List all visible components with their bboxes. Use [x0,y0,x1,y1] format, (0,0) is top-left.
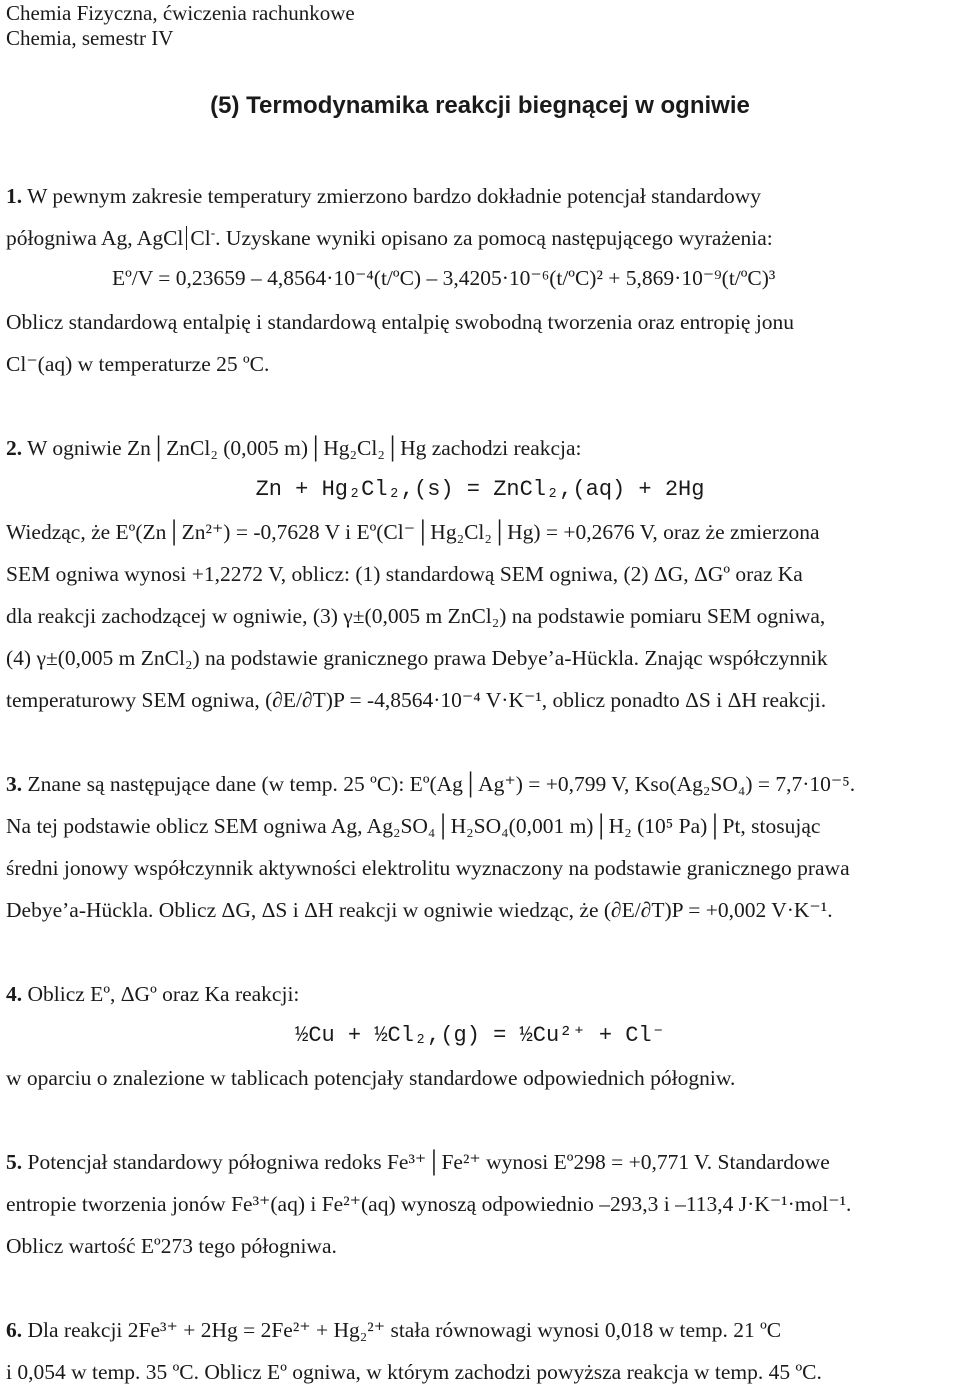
problem-5-line-1 [6,1148,954,1176]
header-semester: Chemia, semestr IV [6,26,174,50]
problem-3-number: 3. [6,772,23,796]
problem-2-line-1: Wiedząc, że Eº(Zn│Zn²⁺) = -0,7628 V i Eº(Cl⁻│Hg₂Cl₂│Hg) = +0,2676 V, oraz że zmierzona [6,520,820,544]
problem-2-reaction: Zn + Hg₂Cl₂,(s) = ZnCl₂,(aq) + 2Hg [255,477,705,502]
problem-4-intro-text: Oblicz Eº, ΔGº oraz Ka reakcji: [27,982,300,1006]
problem-1-cell-ion-charge: - [210,224,216,240]
problem-2-intro-text: W ogniwie Zn│ZnCl₂ (0,005 m)│Hg₂Cl₂│Hg zachodzi reakcja: [27,436,582,460]
problem-5-line-2: entropie tworzenia jonów Fe³⁺(aq) i Fe²⁺(aq) wynoszą odpowiednio –293,3 i –113,4 J·K⁻¹·mol⁻¹. [6,1192,852,1216]
problem-1-equation: Eº/V = 0,23659 – 4,8564·10⁻⁴(t/ºC) – 3,4205·10⁻⁶(t/ºC)² + 5,869·10⁻⁹(t/ºC)³ [112,266,776,290]
problem-3-line-1-text: Znane są następujące dane (w temp. 25 ºC): Eº(Ag│Ag⁺) = +0,799 V, Kso(Ag₂SO₄) = 7,7·10⁻⁵. [27,772,856,796]
problem-4-line-1: w oparciu o znalezione w tablicach potencjały standardowe odpowiednich półogniw. [6,1066,736,1090]
problem-1-number: 1. [6,184,23,208]
problem-4-number: 4. [6,982,23,1006]
problem-3-line-1 [6,770,954,798]
problem-1-intro-text: W pewnym zakresie temperatury zmierzono bardzo dokładnie potencjał standardowy [27,184,762,208]
problem-2-line-5: temperaturowy SEM ogniwa, (∂E/∂T)P = -4,8564·10⁻⁴ V·K⁻¹, oblicz ponadto ΔS i ΔH reakcji. [6,688,827,712]
problem-5-number: 5. [6,1150,23,1174]
problem-1-intro [6,182,954,210]
problem-6-line-1 [6,1316,954,1344]
problem-3-line-4: Debye’a-Hückla. Oblicz ΔG, ΔS i ΔH reakcji w ogniwie wiedząc, że (∂E/∂T)P = +0,002 V·K⁻¹. [6,898,833,922]
problem-1-cell-suffix: . Uzyskane wyniki opisano za pomocą następującego wyrażenia: [215,226,773,250]
problem-2-intro [6,434,954,462]
problem-5-line-1-text: Potencjał standardowy półogniwa redoks Fe³⁺│Fe²⁺ wynosi Eº298 = +0,771 V. Standardowe [27,1150,830,1174]
problem-3-line-3: średni jonowy współczynnik aktywności elektrolitu wyznaczony na podstawie granicznego prawa [6,856,850,880]
problem-6-number: 6. [6,1318,23,1342]
problem-6-line-1-text: Dla reakcji 2Fe³⁺ + 2Hg = 2Fe²⁺ + Hg₂²⁺ stała równowagi wynosi 0,018 w temp. 21 ºC [27,1318,782,1342]
problem-1-task-line-1: Oblicz standardową entalpię i standardową entalpię swobodną tworzenia oraz entropię jonu [6,310,795,334]
problem-1-cell-ion: Cl [190,226,211,250]
problem-4-reaction: ½Cu + ½Cl₂,(g) = ½Cu²⁺ + Cl⁻ [295,1023,665,1048]
problem-3-line-2: Na tej podstawie oblicz SEM ogniwa Ag, Ag₂SO₄│H₂SO₄(0,001 m)│H₂ (10⁵ Pa)│Pt, stosując [6,814,821,838]
problem-1-task-line-2: Cl⁻(aq) w temperaturze 25 ºC. [6,352,270,376]
problem-6-line-2: i 0,054 w temp. 35 ºC. Oblicz Eº ogniwa, w którym zachodzi powyższa reakcja w temp. 45 ºC. [6,1360,822,1384]
problem-2-line-3: dla reakcji zachodzącej w ogniwie, (3) γ±(0,005 m ZnCl₂) na podstawie pomiaru SEM ogniwa, [6,604,826,628]
page-title: (5) Termodynamika reakcji biegnącej w ogniwie [210,92,750,119]
problem-5-line-3: Oblicz wartość Eº273 tego półogniwa. [6,1234,337,1258]
problem-1-cell-prefix: półogniwa Ag, AgCl [6,226,184,250]
problem-4-intro [6,980,954,1008]
problem-2-number: 2. [6,436,23,460]
header-course: Chemia Fizyczna, ćwiczenia rachunkowe [6,1,355,25]
problem-2-line-2: SEM ogniwa wynosi +1,2272 V, oblicz: (1) standardową SEM ogniwa, (2) ΔG, ΔGº oraz Ka [6,562,803,586]
problem-1-cell [6,224,954,252]
phase-boundary [186,226,187,250]
problem-2-line-4: (4) γ±(0,005 m ZnCl₂) na podstawie granicznego prawa Debye’a-Hückla. Znając współczynnik [6,646,828,670]
